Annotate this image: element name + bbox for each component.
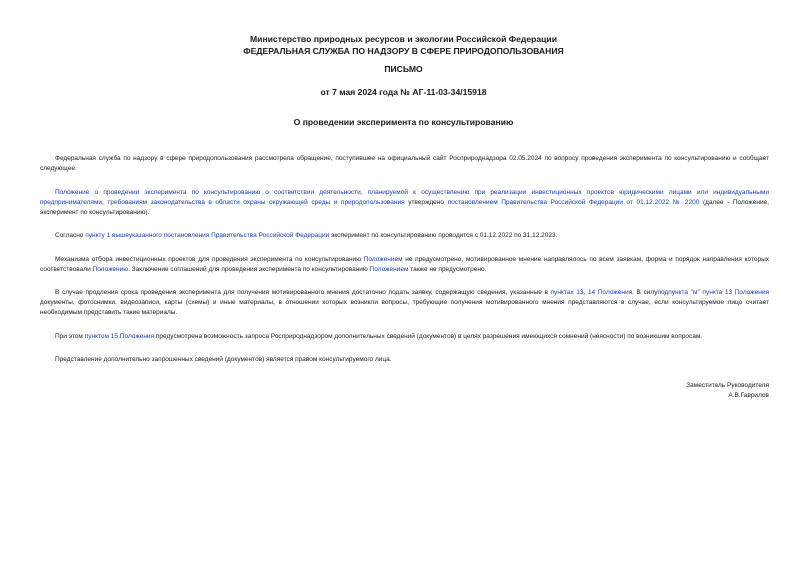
document-body	[40, 154, 769, 379]
document-subject: О проведении эксперимента по консультированию	[293, 117, 514, 127]
regulation-title-link[interactable]: Положение о проведении эксперимента по консультированию о соответствии деятельности, планируемой к осуществлению при реализации инвестиционных проектов юридическими лицами или индивидуальными предпринимателями, требованиям законодательства в области охраны окружающей среды и природопользования	[40, 188, 769, 206]
regulation-link[interactable]: Положением	[369, 265, 409, 273]
signatory-position: Заместитель Руководителя	[686, 382, 769, 389]
clause-14-link[interactable]: 14 Положения	[587, 289, 633, 296]
decree-clause-1-link[interactable]: пункту 1 вышеуказанного постановления Правительства Российской Федерации	[85, 232, 330, 239]
paragraph-1: Федеральная служба по надзору в сфере природопользования рассмотрела обращение, поступившее на официальный сайт Росприроднадзора 02.05.2024 по вопросу проведения эксперимента по консультированию и сообщает следующее.	[40, 155, 769, 172]
subclause-m-link[interactable]: подпункта "м" пункта 13 Положения	[657, 289, 769, 296]
paragraph-3: Согласно пункту 1 вышеуказанного постановления Правительства Российской Федерации эксперимент по консультированию проводится с 01.12.2022 по 31.12.2023.	[55, 232, 558, 239]
clause-13-link[interactable]: пунктах 13	[550, 289, 584, 296]
clause-15-link[interactable]: пунктом 15 Положения	[84, 332, 155, 340]
service-name: ФЕДЕРАЛЬНАЯ СЛУЖБА ПО НАДЗОРУ В СФЕРЕ ПРИРОДОПОЛЬЗОВАНИЯ	[243, 45, 564, 56]
signature-block	[686, 381, 769, 401]
paragraph-7: Представление дополнительно запрошенных сведений (документов) является правом консультируемого лица.	[55, 356, 392, 363]
document-date-number: от 7 мая 2024 года № АГ-11-03-34/15918	[320, 87, 487, 97]
paragraph-4: Механизма отбора инвестиционных проектов для проведения эксперимента по консультированию Положением не предусмотрено, мотивированное мнение направлялось по всем заявкам, форма и порядок направления которых соответствовали Положению. Заключение соглашений для проведения эксперимента по консультированию Положением также не предусмотрено.	[40, 255, 770, 273]
signatory-name: А.В.Гаврилов	[728, 392, 769, 399]
regulation-link[interactable]: Положению	[92, 265, 129, 273]
ministry-name: Министерство природных ресурсов и экологии Российской Федерации	[250, 34, 557, 44]
regulation-link[interactable]: Положением	[363, 255, 403, 263]
paragraph-5: В случае продления срока проведения эксперимента для получения мотивированного мнения достаточно подать заявку, содержащую сведения, указанные в пунктах 13, 14 Положения. В силуподпункта "м" пункта 13 Положения документы, фотоснимки, видеозаписи, карты (схемы) и иные материалы, в отношении которых возникли вопросы, требующие получения мотивированного мнения представляются в случае, если консультируемое лицо считает необходимым представить такие материалы.	[40, 289, 769, 316]
paragraph-2: Положение о проведении эксперимента по консультированию о соответствии деятельности, планируемой к осуществлению при реализации инвестиционных проектов юридическими лицами или индивидуальными предпринимателями, требованиям законодательства в области охраны окружающей среды и природопользования утверждено постановлением Правительства Российской Федерации от 01.12.2022 № 2200 (далее - Положение, эксперимент по консультированию).	[40, 188, 769, 216]
ministry-header	[0, 34, 807, 57]
government-decree-link[interactable]: постановлением Правительства Российской Федерации от 01.12.2022 № 2200	[447, 198, 700, 206]
paragraph-6: При этом пунктом 15 Положения предусмотрена возможность запроса Росприроднадзором дополнительных сведений (документов) в целях разрешения имеющихся сомнений (неясности) по возникшим вопросам.	[55, 332, 703, 340]
document-type: ПИСЬМО	[384, 64, 423, 74]
